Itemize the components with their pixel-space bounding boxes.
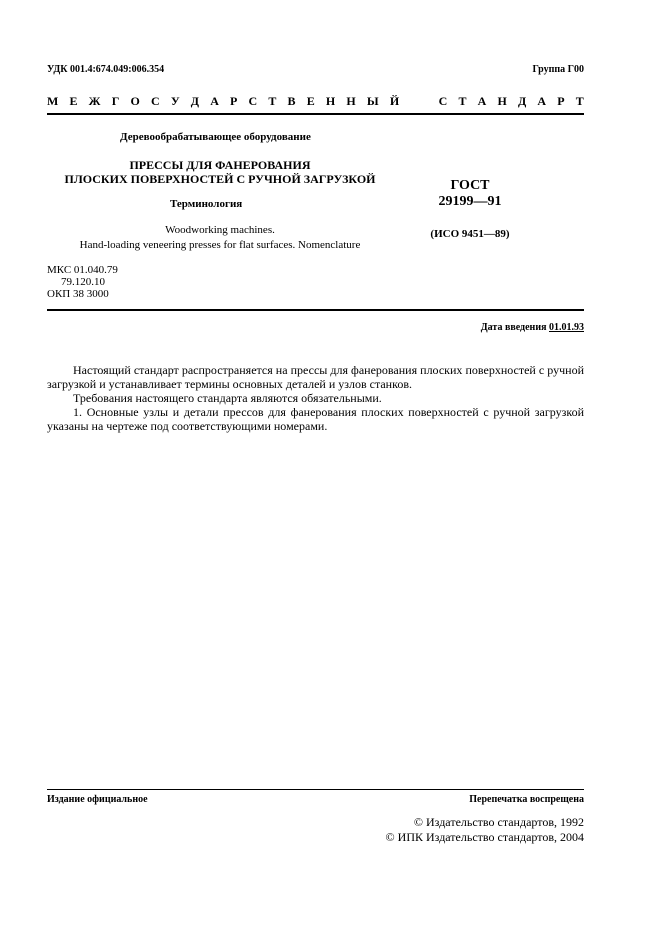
okp-code: ОКП 38 3000	[47, 288, 109, 300]
standard-type-letter: А	[537, 94, 547, 108]
document-title	[50, 158, 390, 186]
intro-date-value: 01.01.93	[549, 322, 584, 333]
iso-reference: (ИСО 9451—89)	[430, 228, 510, 240]
standard-type-heading	[47, 94, 584, 109]
copyright-2004: © ИПК Издательство стандартов, 2004	[385, 830, 584, 844]
udk-code: УДК 001.4:674.049:006.354	[47, 64, 165, 75]
english-title	[50, 223, 390, 253]
group-code: Группа Г00	[532, 64, 584, 75]
standard-type-letter: Р	[557, 94, 565, 108]
standard-type-letter: Н	[325, 94, 336, 108]
terminology-subtitle: Терминология	[170, 198, 243, 210]
standard-type-letter	[410, 94, 413, 109]
body-text	[47, 363, 584, 433]
reprint-prohibited: Перепечатка воспрещена	[469, 794, 584, 805]
english-title-line-1: Woodworking machines.	[165, 224, 275, 236]
title-line-2: ПЛОСКИХ ПОВЕРХНОСТЕЙ С РУЧНОЙ ЗАГРУЗКОЙ	[64, 172, 376, 186]
paragraph-requirements: Требования настоящего стандарта являются обязательными.	[73, 391, 382, 405]
standard-type-letter: С	[438, 94, 448, 108]
intro-date-label: Дата введения	[480, 322, 547, 333]
paragraph-scope: Настоящий стандарт распространяется на прессы для фанерования плоских поверхностей с ручной загрузкой и устанавливает термины основных деталей и узлов станков.	[47, 363, 584, 391]
standard-type-letter: А	[477, 94, 487, 108]
standard-type-letter: Т	[268, 94, 277, 108]
field-heading: Деревообрабатывающее оборудование	[120, 131, 311, 143]
title-line-1: ПРЕССЫ ДЛЯ ФАНЕРОВАНИЯ	[129, 158, 311, 172]
official-edition: Издание официальное	[47, 794, 148, 805]
standard-type-letter: Д	[190, 94, 200, 108]
copyright-1992: © Издательство стандартов, 1992	[413, 815, 584, 829]
standard-type-letter: М	[47, 94, 59, 108]
standard-type-letter	[424, 94, 427, 109]
standard-type-letter: Т	[458, 94, 467, 108]
standard-type-letter: С	[248, 94, 258, 108]
english-title-line-2: Hand-loading veneering presses for flat surfaces. Nomenclature	[79, 239, 361, 251]
mks-code-1: МКС 01.040.79	[47, 264, 118, 276]
standard-type-letter: О	[130, 94, 140, 108]
standard-type-letter: Д	[517, 94, 527, 108]
gost-label: ГОСТ	[450, 178, 490, 193]
standard-type-letter: А	[210, 94, 219, 108]
header-rule	[47, 113, 584, 115]
standard-type-letter: Т	[575, 94, 584, 108]
codes-rule	[47, 309, 584, 311]
standard-type-letter: Ы	[366, 94, 379, 108]
standard-type-letter: Ж	[88, 94, 101, 108]
standard-type-letter: Е	[69, 94, 78, 108]
mks-code-2: 79.120.10	[61, 276, 105, 288]
standard-type-letter: У	[170, 94, 180, 108]
standard-type-letter: Е	[306, 94, 315, 108]
standard-type-letter: Н	[346, 94, 356, 108]
gost-designation	[410, 178, 530, 210]
footer-rule	[47, 789, 584, 790]
copyright-block	[386, 815, 584, 845]
standard-type-letter: Р	[230, 94, 238, 108]
standard-type-letter: Н	[497, 94, 507, 108]
standard-type-letter: С	[150, 94, 160, 108]
introduction-date	[481, 322, 584, 333]
gost-number: 29199—91	[438, 194, 502, 209]
classification-codes	[47, 264, 118, 300]
paragraph-item-1: 1. Основные узлы и детали прессов для фанерования плоских поверхностей с ручной загрузкой указаны на чертеже под соответствующими номерами.	[47, 405, 584, 433]
standard-type-letter: Г	[111, 94, 120, 108]
standard-type-letter: В	[287, 94, 296, 108]
standard-type-letter: Й	[389, 94, 400, 108]
